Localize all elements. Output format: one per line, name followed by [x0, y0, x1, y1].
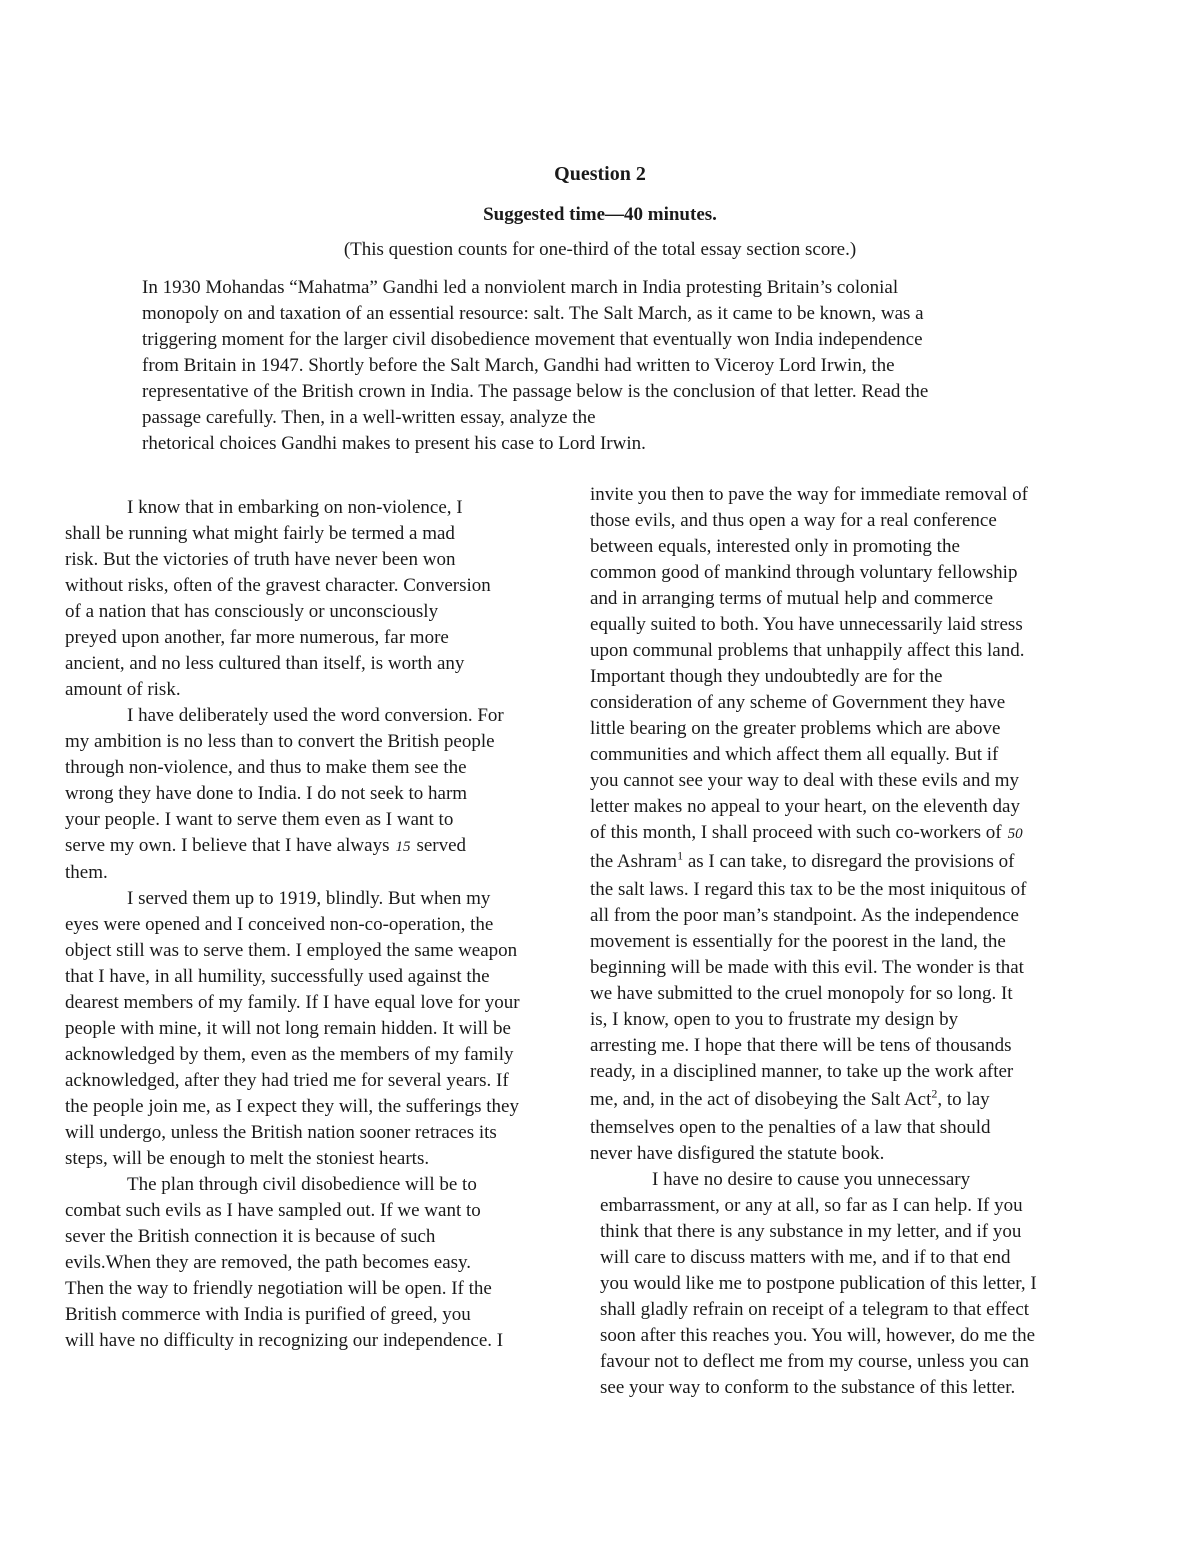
passage-line: embarrassment, or any at all, so far as I can help. If you — [600, 1195, 1023, 1216]
passage-line: arresting me. I hope that there will be tens of thousands — [590, 1035, 1012, 1056]
passage-line: Then the way to friendly negotiation will be open. If the — [65, 1278, 492, 1299]
passage-line: letter makes no appeal to your heart, on the eleventh day — [590, 796, 1020, 817]
passage-line: soon after this reaches you. You will, however, do me the — [600, 1325, 1036, 1346]
line-number-marker: 50 — [1007, 826, 1023, 842]
passage-text: served — [416, 835, 467, 856]
passage-line: see your way to conform to the substance of this letter. — [600, 1377, 1016, 1398]
passage-line: beginning will be made with this evil. The wonder is that — [590, 957, 1024, 978]
intro-line: monopoly on and taxation of an essential resource: salt. The Salt March, as it came to be known, was a — [142, 303, 924, 324]
passage-line: ancient, and no less cultured than itself, is worth any — [65, 653, 465, 674]
passage-line: upon communal problems that unhappily affect this land. — [590, 640, 1025, 661]
line-number-marker: 15 — [395, 839, 411, 855]
intro-line: rhetorical choices Gandhi makes to present his case to Lord Irwin. — [142, 433, 646, 454]
passage-line: I know that in embarking on non-violence, I — [127, 497, 463, 518]
suggested-time: Suggested time—40 minutes. — [483, 204, 717, 225]
passage-line: I served them up to 1919, blindly. But when my — [127, 888, 491, 909]
intro-line: representative of the British crown in India. The passage below is the conclusion of that letter. Read the — [142, 381, 929, 402]
passage-left-column — [65, 495, 585, 1354]
passage-line — [590, 820, 1110, 847]
passage-line: will care to discuss matters with me, and if to that end — [600, 1247, 1011, 1268]
passage-line: shall be running what might fairly be termed a mad — [65, 523, 455, 544]
passage-line: The plan through civil disobedience will be to — [127, 1174, 477, 1195]
footnote-marker: 2 — [931, 1086, 938, 1101]
passage-text: of this month, I shall proceed with such co-workers of — [590, 822, 1002, 843]
passage-text: as I can take, to disregard the provisions of — [687, 851, 1015, 872]
passage-line: British commerce with India is purified of greed, you — [65, 1304, 471, 1325]
passage-line: common good of mankind through voluntary fellowship — [590, 562, 1018, 583]
score-weight-note: (This question counts for one-third of the total essay section score.) — [343, 239, 857, 260]
passage-line: will have no difficulty in recognizing our independence. I — [65, 1330, 504, 1351]
passage-line: favour not to deflect me from my course, unless you can — [600, 1351, 1029, 1372]
passage-line: evils.When they are removed, the path becomes easy. — [65, 1252, 472, 1273]
passage-line: your people. I want to serve them even as I want to — [65, 809, 454, 830]
passage-line: is, I know, open to you to frustrate my design by — [590, 1009, 959, 1030]
passage-line: combat such evils as I have sampled out. If we want to — [65, 1200, 481, 1221]
passage-line: that I have, in all humility, successfully used against the — [65, 966, 490, 987]
passage-line: sever the British connection it is because of such — [65, 1226, 436, 1247]
footnote-marker: 1 — [677, 848, 684, 863]
passage-line: equally suited to both. You have unnecessarily laid stress — [590, 614, 1023, 635]
passage-line: acknowledged, after they had tried me for several years. If — [65, 1070, 509, 1091]
passage-line: movement is essentially for the poorest in the land, the — [590, 931, 1006, 952]
passage-line: I have no desire to cause you unnecessary — [652, 1169, 971, 1190]
passage-line: my ambition is no less than to convert the British people — [65, 731, 495, 752]
passage-line: of a nation that has consciously or unconsciously — [65, 601, 439, 622]
passage-line: risk. But the victories of truth have never been won — [65, 549, 456, 570]
question-title: Question 2 — [554, 163, 646, 185]
passage-line: all from the poor man’s standpoint. As the independence — [590, 905, 1019, 926]
passage-line: them. — [65, 862, 108, 883]
passage-line: eyes were opened and I conceived non-co-operation, the — [65, 914, 494, 935]
passage-line: think that there is any substance in my letter, and if you — [600, 1221, 1022, 1242]
passage-line: we have submitted to the cruel monopoly for so long. It — [590, 983, 1013, 1004]
passage-line: steps, will be enough to melt the stoniest hearts. — [65, 1148, 430, 1169]
passage-text: the Ashram — [590, 851, 678, 872]
passage-line: invite you then to pave the way for immediate removal of — [590, 484, 1028, 505]
passage-line: those evils, and thus open a way for a real conference — [590, 510, 997, 531]
intro-line: from Britain in 1947. Shortly before the Salt March, Gandhi had written to Viceroy Lord Irwin, the — [142, 355, 895, 376]
passage-text: serve my own. I believe that I have always — [65, 835, 390, 856]
passage-line: little bearing on the greater problems which are above — [590, 718, 1001, 739]
passage-line: between equals, interested only in promoting the — [590, 536, 960, 557]
intro-line: In 1930 Mohandas “Mahatma” Gandhi led a nonviolent march in India protesting Britain’s colonial — [142, 277, 899, 298]
passage-line: themselves open to the penalties of a law that should — [590, 1117, 991, 1138]
passage-line: object still was to serve them. I employed the same weapon — [65, 940, 518, 961]
passage-line: communities and which affect them all equally. But if — [590, 744, 999, 765]
passage-text: me, and, in the act of disobeying the Salt Act — [590, 1089, 932, 1110]
passage-line — [590, 1085, 1110, 1115]
passage-line: without risks, often of the gravest character. Conversion — [65, 575, 491, 596]
passage-line: never have disfigured the statute book. — [590, 1143, 885, 1164]
passage-line: acknowledged by them, even as the members of my family — [65, 1044, 514, 1065]
passage-right-column — [590, 482, 1110, 1401]
passage-text: , to lay — [937, 1089, 990, 1110]
passage-line: the salt laws. I regard this tax to be the most iniquitous of — [590, 879, 1027, 900]
passage-line — [590, 847, 1110, 877]
prompt-intro — [142, 275, 1062, 457]
passage-line — [65, 833, 585, 860]
passage-line: I have deliberately used the word conversion. For — [127, 705, 504, 726]
passage-line: consideration of any scheme of Government they have — [590, 692, 1006, 713]
passage-line: people with mine, it will not long remain hidden. It will be — [65, 1018, 511, 1039]
intro-line: passage carefully. Then, in a well-written essay, analyze the — [142, 407, 596, 428]
passage-line: amount of risk. — [65, 679, 181, 700]
passage-line: wrong they have done to India. I do not seek to harm — [65, 783, 468, 804]
passage-line: and in arranging terms of mutual help and commerce — [590, 588, 994, 609]
passage-line: ready, in a disciplined manner, to take up the work after — [590, 1061, 1014, 1082]
passage-line: Important though they undoubtedly are for the — [590, 666, 943, 687]
passage-line: you would like me to postpone publication of this letter, I — [600, 1273, 1037, 1294]
passage-line: preyed upon another, far more numerous, far more — [65, 627, 449, 648]
passage-line: the people join me, as I expect they will, the sufferings they — [65, 1096, 519, 1117]
passage-line: will undergo, unless the British nation sooner retraces its — [65, 1122, 497, 1143]
intro-line: triggering moment for the larger civil disobedience movement that eventually won India independence — [142, 329, 923, 350]
passage-line: you cannot see your way to deal with these evils and my — [590, 770, 1019, 791]
passage-line: through non-violence, and thus to make them see the — [65, 757, 467, 778]
passage-line: dearest members of my family. If I have equal love for your — [65, 992, 520, 1013]
passage-line: shall gladly refrain on receipt of a telegram to that effect — [600, 1299, 1030, 1320]
